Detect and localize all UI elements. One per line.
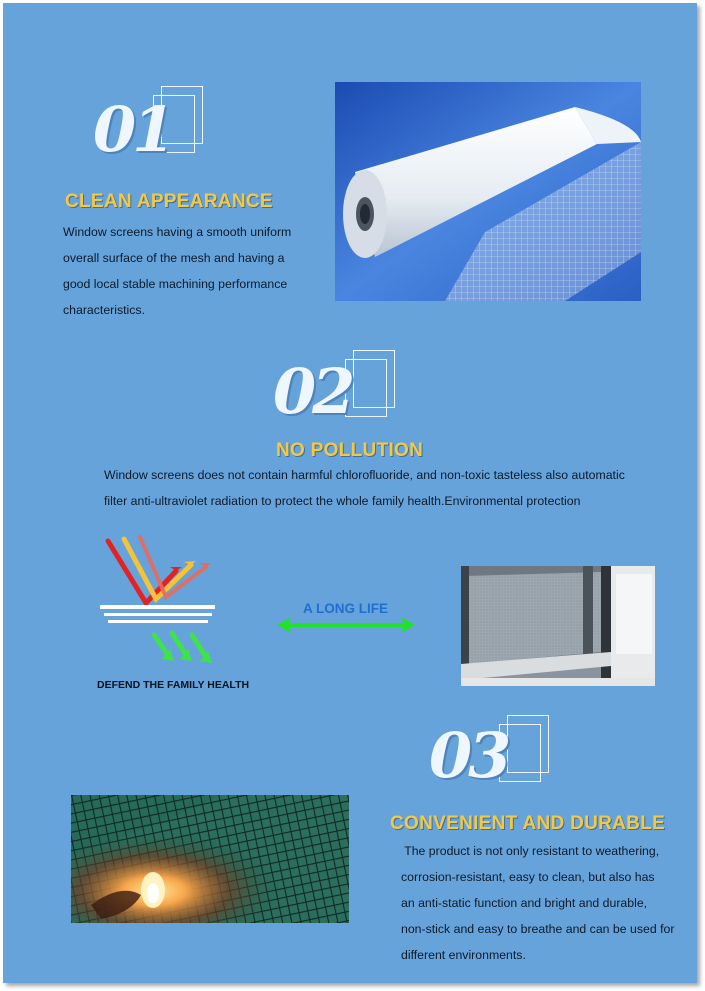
convenient-durable-heading: CONVENIENT AND DURABLE <box>390 813 666 834</box>
text-line: overall surface of the mesh and having a <box>63 251 285 265</box>
clean-appearance-heading: CLEAN APPEARANCE <box>65 191 273 212</box>
text-line: different environments. <box>401 948 526 962</box>
text-line: The product is not only resistant to weathering, <box>401 844 660 858</box>
text-line: good local stable machining performance <box>63 277 288 291</box>
text-line: characteristics. <box>63 303 146 317</box>
text-line: Window screens does not contain harmful chlorofluoride, and non-toxic tasteless also automatic <box>104 468 625 482</box>
number-02-frame-inner <box>345 359 387 417</box>
text-line: filter anti-ultraviolet radiation to protect the whole family health.Environmental protection <box>104 494 581 508</box>
mesh-roll-photo <box>335 82 641 301</box>
page-panel <box>3 3 697 983</box>
no-pollution-heading: NO POLLUTION <box>276 440 424 461</box>
clean-appearance-text <box>63 219 291 323</box>
no-pollution-text <box>104 462 625 514</box>
section-number-02: 02 <box>273 355 352 428</box>
window-screen-photo <box>461 566 655 686</box>
long-life-label: A LONG LIFE <box>303 601 388 616</box>
section-number-03: 03 <box>429 719 508 792</box>
uv-reflection-illustration <box>96 531 236 671</box>
text-line: Window screens having a smooth uniform <box>63 225 292 239</box>
flame-mesh-photo <box>71 795 349 923</box>
text-line: an anti-static function and bright and durable, <box>401 896 648 910</box>
double-arrow-icon <box>275 615 417 635</box>
convenient-durable-text <box>401 838 674 968</box>
section-number-01: 01 <box>93 93 172 166</box>
text-line: corrosion-resistant, easy to clean, but also has <box>401 870 655 884</box>
text-line: non-stick and easy to breathe and can be used for <box>401 922 675 936</box>
defend-family-health-label: DEFEND THE FAMILY HEALTH <box>97 679 250 691</box>
